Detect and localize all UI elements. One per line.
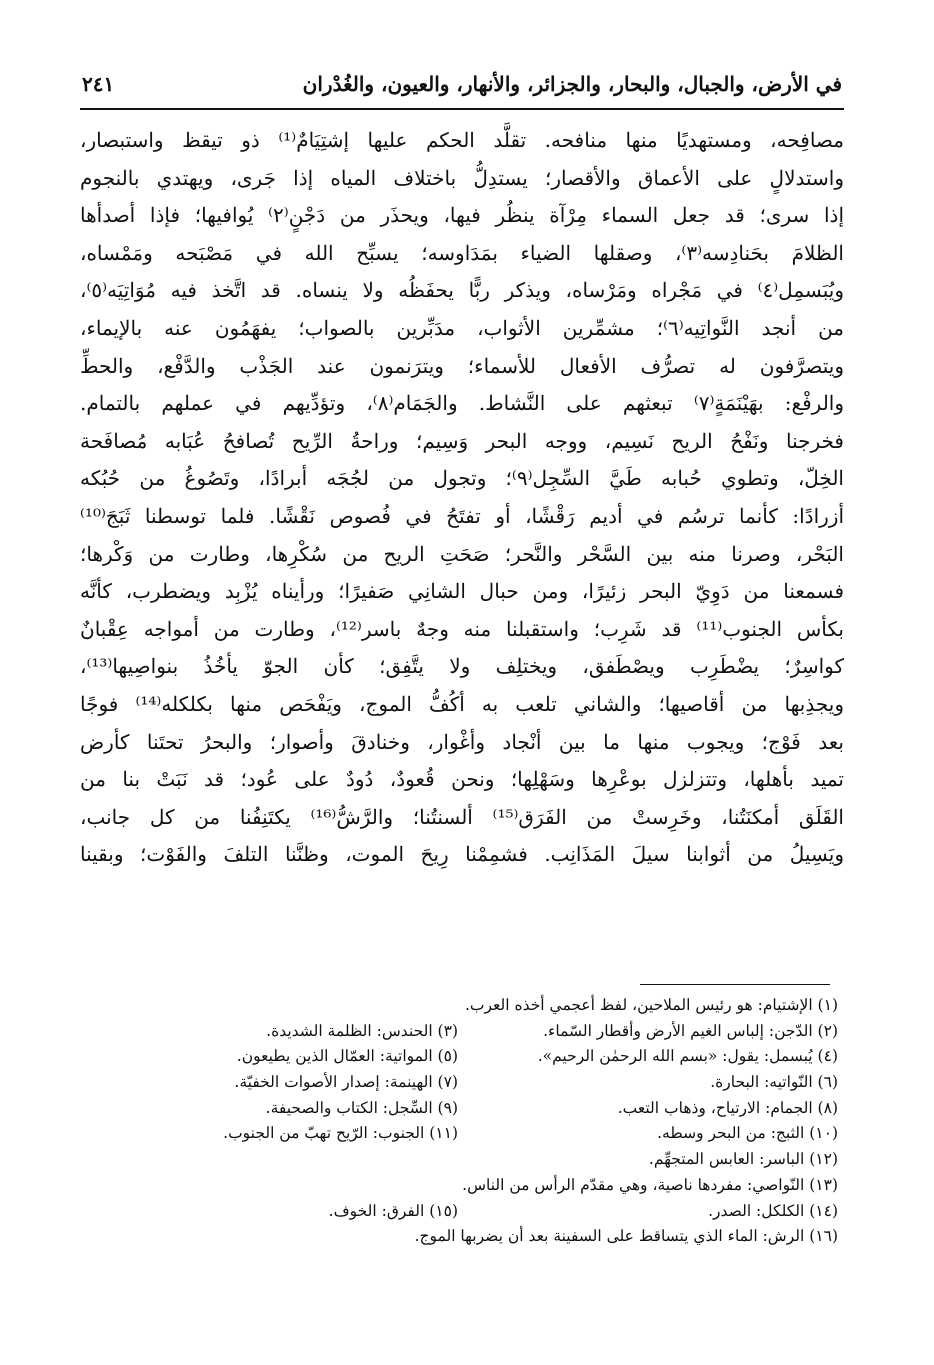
footnote-row — [80, 1147, 838, 1173]
text-line: واستدلالٍ على الأعماق والأقصار؛ يستدِلُّ باختلاف المياه إذا جَرى، ويهتدي بالنجوم — [80, 165, 844, 190]
footnote: (٧) الهينمة: إصدار الأصوات الخفيّة. — [234, 1073, 458, 1092]
text-line: بكأس الجنوب⁽¹¹⁾ قد شَرِب؛ واستقبلنا منه وجهٌ باسر⁽¹²⁾، وطارت من أمواجه عِقْبانٌ — [80, 616, 844, 641]
footnote: (٨) الجمام: الارتياح، وذهاب التعب. — [617, 1098, 838, 1117]
footnote-row — [80, 1173, 838, 1199]
footnote: (١٥) الفرق: الخوف. — [328, 1201, 458, 1220]
text-line: الخِلّ، وتطوي حُبابه طَيَّ السِّجِل⁽٩⁾؛ وتجول من لجُجَه أبرادًا، وتَصُوغُ من حُبُكه — [80, 466, 844, 491]
text-line: إذا سرى؛ قد جعل السماء مِرْآة ينظُر فيها، ويحذَر من دَجْنٍ⁽٢⁾ يُوافيها؛ فإذا أصدأها — [80, 203, 844, 228]
footnote: (٦) النّواتيه: البحارة. — [710, 1073, 838, 1092]
footnote: (١٣) النّواصي: مفردها ناصية، وهي مقدّم الرأس من الناس. — [462, 1175, 838, 1194]
footnote: (١٤) الكلكل: الصدر. — [708, 1201, 838, 1220]
page-number: ٢٤١ — [82, 72, 115, 96]
footnote: (١) الإشتيام: هو رئيس الملاحين، لفظ أعجمي أخذه العرب. — [464, 996, 838, 1014]
text-line: تميد بأهلها، وتتزلزل بوعْرِها وسَهْلِها؛ ونحن قُعودٌ، دُودٌ على عُود؛ قد نَبَتْ بنا من — [80, 767, 844, 792]
footnote: (٥) المواتية: العمّال الذين يطيعون. — [236, 1047, 458, 1066]
footnotes — [80, 993, 838, 1250]
main-text — [80, 122, 844, 874]
footnote: (١٢) الباسر: العابس المتجهِّم. — [648, 1150, 838, 1169]
footnote-row — [80, 1070, 838, 1096]
page-header — [82, 62, 842, 106]
text-line: ويَسِيلُ من أثوابنا سيلَ المَذَانِب. فشمِمْنا رِيحَ الموت، وظنَّنا التلفَ والفَوْت؛ وبقينا — [80, 842, 844, 867]
text-line: والرفْع: بهَيْنَمَةٍ⁽٧⁾ تبعثهم على النَّشاط. والجَمَام⁽٨⁾، وتؤدِّيهم في عملهم بالتمام. — [80, 391, 844, 416]
footnote: (١١) الجنوب: الرّيح تهبّ من الجنوب. — [223, 1124, 458, 1143]
text-line: مصافِحه، ومستهديًا منها منافحه. تقلَّد الحكم عليها إشتِيَامٌ⁽¹⁾ ذو تيقظ واستبصار، — [80, 128, 844, 152]
text-line: كواسِرٌ؛ يضْطَرِب ويصْطَفق، ويختلِف ولا يتَّفِق؛ كأن الجوّ يأخُذُ بنواصِيها⁽¹³⁾، — [80, 654, 844, 679]
footnote: (٩) السِّجل: الكتاب والصحيفة. — [265, 1098, 458, 1117]
header-divider — [80, 108, 844, 110]
text-line: الظلامَ بحَنادِسه⁽٣⁾، وصقلها الضياء بمَدَاوسه؛ يسبِّح الله في مَصْبَحه ومَمْساه، — [80, 240, 844, 265]
footnote-row — [80, 1121, 838, 1147]
text-line: ويتصرَّفون له تصرُّف الأفعال للأسماء؛ ويترَنمون عند الجَذْب والدَّفْع، والحطِّ — [80, 353, 844, 378]
footnote-row — [80, 1044, 838, 1070]
text-line: من أنجد النَّواتِيه⁽٦⁾؛ مشمِّرين الأثواب، مدَبِّرين بالصواب؛ يفهَمُون عنه بالإيماء، — [80, 315, 844, 340]
footnote-divider — [640, 984, 830, 985]
running-title: في الأرض، والجبال، والبحار، والجزائر، والأنهار، والعيون، والغُدْران — [302, 72, 842, 96]
text-line: البَحْر، وصرنا منه بين السَّحْر والنَّحر؛ صَحَتِ الريح من سُكْرِها، وطارت من وَكْرها؛ — [80, 541, 844, 566]
footnote: (١٠) الثبج: من البحر وسطه. — [657, 1124, 838, 1143]
footnote-row — [80, 1224, 838, 1250]
text-line: بعد فَوْج؛ ويجوب منها ما بين أنْجاد وأغْوار، وخنادقَ وأصوار؛ والبحرُ تحتَنا كأرض — [80, 729, 844, 754]
text-line: ويُبَسمِل⁽٤⁾ في مَجْراه ومَرْساه، ويذكر ربًّا يحفَظُه ولا ينساه. قد اتَّخذ فيه مُوَاتِيَه⁽٥⁾، — [80, 278, 844, 303]
footnote-row — [80, 1019, 838, 1045]
footnote: (٤) يُبسمل: يقول: «بسم الله الرحمٰن الرحيم». — [537, 1047, 838, 1066]
text-line: فخرجنا ونَفْحُ الريح نَسِيم، ووجه البحر وَسِيم؛ وراحةُ الرِّيح تُصافحُ عُبَابه مُصافَحة — [80, 428, 844, 453]
text-line: القَلَق أمكنَتُنا، وخَرِستْ من الفَرَق⁽¹⁵⁾ ألسنتُنا؛ والرَّشُّ⁽¹⁶⁾ يكتَنِفُنا من كل جانب، — [80, 804, 844, 829]
footnote-row — [80, 993, 838, 1019]
text-line: فسمعنا من دَوِيّ البحر زئيرًا، ومن حبال الشانِي صَفيرًا؛ ورأيناه يُزْبِد ويضطرب، كأنَّه — [80, 579, 844, 604]
text-line: أزرادًا: كأنما ترسُم في أديم رَقْشًا، أو تفتَحُ في فُصوص نَقْشًا. فلما توسطنا ثَبَجَ⁽¹⁰⁾ — [80, 503, 844, 528]
footnote: (٢) الدّجن: إلباس الغيم الأرض وأقطار السّماء. — [543, 1021, 838, 1040]
footnote-row — [80, 1199, 838, 1225]
text-line: ويجذِبها من أقاصيها؛ والشاني تلعب به أكُفُّ الموج، ويَفْحَص منها بكلكله⁽¹⁴⁾ فوجًا — [80, 691, 844, 716]
footnote: (٣) الحندس: الظلمة الشديدة. — [266, 1021, 458, 1040]
footnote-row — [80, 1096, 838, 1122]
footnote: (١٦) الرش: الماء الذي يتساقط على السفينة بعد أن يضربها الموج. — [414, 1227, 838, 1246]
